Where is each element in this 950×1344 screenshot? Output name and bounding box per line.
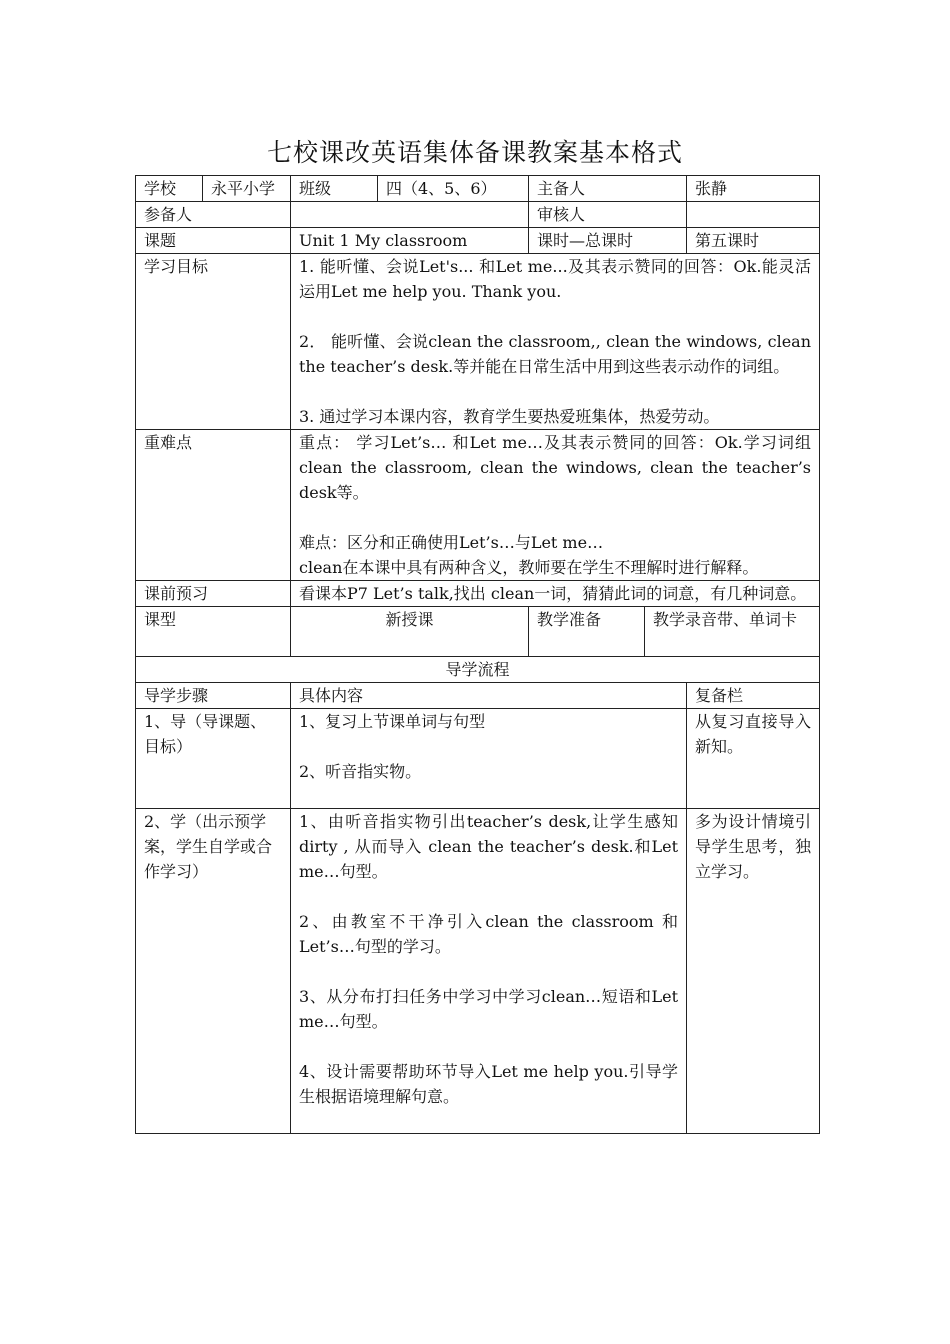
period-label: 课时—总课时 xyxy=(529,228,687,254)
step-content-item: 2、由教室不干净引入clean the classroom 和Let’s…句型的学习。 xyxy=(299,912,679,956)
step-note: 从复习直接导入新知。 xyxy=(687,709,820,809)
col-steps-header: 导学步骤 xyxy=(136,683,291,709)
step-content-item: 2、听音指实物。 xyxy=(299,762,422,781)
key-points-label: 重难点 xyxy=(136,430,291,581)
preview-row xyxy=(136,581,820,607)
class-value: 四（4、5、6） xyxy=(378,176,529,202)
teaching-prep-label: 教学准备 xyxy=(529,607,645,657)
teaching-prep-value: 教学录音带、单词卡 xyxy=(645,607,820,657)
flow-step-row xyxy=(136,709,820,809)
flow-step-row xyxy=(136,809,820,1134)
objectives-row xyxy=(136,254,820,430)
step-content-item: 1、由听音指实物引出teacher’s desk,让学生感知 dirty , 从而导入 clean the teacher’s desk.和Let me…句型。 xyxy=(299,812,679,881)
objective-item: 3. 通过学习本课内容，教育学生要热爱班集体，热爱劳动。 xyxy=(299,407,720,426)
lesson-type-value: 新授课 xyxy=(291,607,529,657)
key-points-row xyxy=(136,430,820,581)
reviewer-label: 审核人 xyxy=(529,202,687,228)
step-name: 2、学（出示预学案，学生自学或合作学习） xyxy=(136,809,291,1134)
school-label: 学校 xyxy=(136,176,203,202)
key-point-item: 重点： 学习Let’s… 和Let me…及其表示赞同的回答：Ok.学习词组clean the classroom, clean the windows, clean the teacher’s desk等。 xyxy=(299,433,812,502)
objective-item: 2． 能听懂、会说clean the classroom,, clean the windows, clean the teacher’s desk.等并能在日常生活中用到这些表示动作的词组。 xyxy=(299,332,812,376)
step-note: 多为设计情境引导学生思考，独立学习。 xyxy=(687,809,820,1134)
school-value: 永平小学 xyxy=(203,176,291,202)
difficulty-item: 难点：区分和正确使用Let’s…与Let me… clean在本课中具有两种含义，教师要在学生不理解时进行解释。 xyxy=(299,533,759,577)
info-row-topic xyxy=(136,228,820,254)
objectives-label: 学习目标 xyxy=(136,254,291,430)
step-content-item: 4、设计需要帮助环节导入Let me help you.引导学生根据语境理解句意。 xyxy=(299,1062,679,1106)
objectives-content xyxy=(291,254,820,430)
participants-label: 参备人 xyxy=(136,202,291,228)
participants-value xyxy=(291,202,529,228)
main-prep-label: 主备人 xyxy=(529,176,687,202)
topic-label: 课题 xyxy=(136,228,291,254)
preview-text: 看课本P7 Let’s talk,找出 clean一词，猜猜此词的词意，有几种词意。 xyxy=(291,581,820,607)
objective-item: 1. 能听懂、会说Let's... 和Let me...及其表示赞同的回答：Ok.能灵活运用Let me help you. Thank you. xyxy=(299,257,812,301)
period-value: 第五课时 xyxy=(687,228,820,254)
step-content-item: 1、复习上节课单词与句型 xyxy=(299,712,486,731)
topic-value: Unit 1 My classroom xyxy=(291,228,529,254)
step-content-item: 3、从分布打扫任务中学习中学习clean…短语和Let me…句型。 xyxy=(299,987,679,1031)
flow-columns-row xyxy=(136,683,820,709)
lesson-type-label: 课型 xyxy=(136,607,291,657)
col-content-header: 具体内容 xyxy=(291,683,687,709)
step-name: 1、导（导课题、目标） xyxy=(136,709,291,809)
col-notes-header: 复备栏 xyxy=(687,683,820,709)
lesson-plan-table xyxy=(135,175,820,1134)
class-label: 班级 xyxy=(291,176,378,202)
preview-label: 课前预习 xyxy=(136,581,291,607)
step-content xyxy=(291,709,687,809)
reviewer-value xyxy=(687,202,820,228)
key-points-content xyxy=(291,430,820,581)
step-content xyxy=(291,809,687,1134)
main-prep-value: 张静 xyxy=(687,176,820,202)
lesson-type-row xyxy=(136,607,820,657)
flow-header: 导学流程 xyxy=(136,657,820,683)
flow-header-row xyxy=(136,657,820,683)
info-row-participants xyxy=(136,202,820,228)
info-row-school xyxy=(136,176,820,202)
page-title: 七校课改英语集体备课教案基本格式 xyxy=(266,138,683,167)
